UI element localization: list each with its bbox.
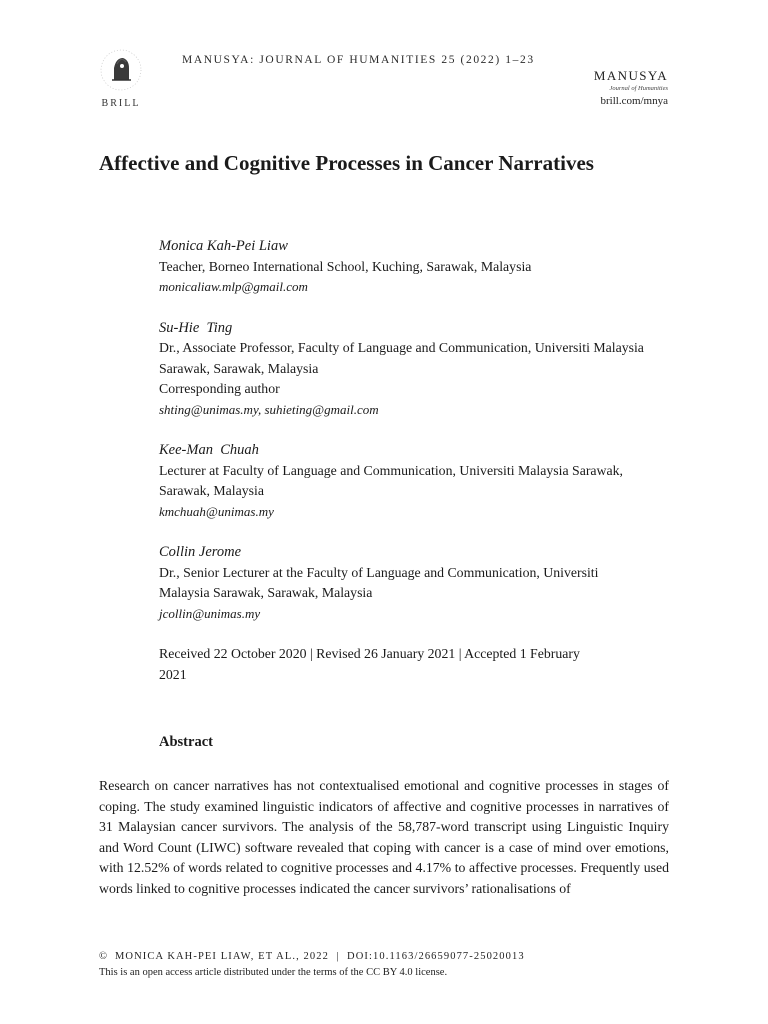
author-list: [159, 236, 679, 685]
copyright-line: [99, 949, 699, 965]
author-block: [159, 318, 679, 421]
author-name: Collin Jerome: [159, 544, 242, 560]
article-title: Affective and Cognitive Processes in Cancer Narratives: [99, 151, 594, 175]
author-affiliation: Dr., Associate Professor, Faculty of Language and Communication, Universiti Malaysia Sarawak, Sarawak, Malaysia: [159, 340, 644, 376]
author-affiliation: Dr., Senior Lecturer at the Faculty of Language and Communication, Universiti Malaysia Sarawak, Sarawak, Malaysia: [159, 564, 599, 600]
submission-dates: Received 22 October 2020 | Revised 26 January 2021 | Accepted 1 February 2021: [159, 646, 580, 682]
journal-subtitle: Journal of Humanities: [609, 85, 668, 92]
brill-logo: [96, 46, 146, 112]
author-name: Su-Hie Ting: [159, 319, 233, 336]
author-email[interactable]: jcollin@unimas.my: [159, 605, 261, 621]
journal-name: MANUSYA: [593, 68, 668, 83]
running-head: MANUSYA: JOURNAL OF HUMANITIES 25 (2022) 1–23: [182, 54, 535, 66]
brill-wordmark: BRILL: [101, 98, 141, 109]
page-footer: [99, 949, 699, 981]
author-name: Kee-Man Chuah: [159, 442, 259, 458]
abstract-text: Research on cancer narratives has not contextualised emotional and cognitive processes in stages of coping. The study examined linguistic indicators of affective and cognitive processes in narratives of 31 Malaysian cancer survivors. The analysis of the 58,787-word transcript using Linguistic Inquiry and Word Count (LIWC) software revealed that coping with cancer is a case of mind over emotions, with 12.52% of words related to cognitive processes and 4.17% to affective processes. Frequently used words linked to cognitive processes indicated the cancer survivors’ rationalisations of: [99, 778, 669, 896]
author-note: Corresponding author: [159, 381, 280, 396]
author-email[interactable]: monicaliaw.mlp@gmail.com: [159, 279, 308, 294]
author-affiliation: Lecturer at Faculty of Language and Communication, Universiti Malaysia Sarawak, Sarawak, Malaysia: [159, 462, 623, 498]
copyright-text[interactable]: MONICA KAH-PEI LIAW, ET AL., 2022 | DOI:10.1163/26659077-25020013: [114, 951, 525, 962]
journal-url[interactable]: brill.com/mnya: [600, 95, 668, 107]
author-affiliation: Teacher, Borneo International School, Kuching, Sarawak, Malaysia: [159, 258, 532, 274]
author-block: [159, 542, 679, 624]
author-name: Monica Kah-Pei Liaw: [159, 238, 288, 254]
journal-block: [594, 68, 668, 107]
abstract-heading: Abstract: [159, 734, 213, 750]
author-email[interactable]: shting@unimas.my, suhieting@gmail.com: [159, 401, 379, 417]
author-email[interactable]: kmchuah@unimas.my: [159, 503, 274, 519]
brill-emblem-icon: [96, 46, 146, 96]
author-block: [159, 440, 679, 522]
license-line: This is an open access article distributed under the terms of the CC BY 4.0 license.: [99, 967, 448, 978]
copyright-icon: ©: [99, 951, 107, 962]
author-block: [159, 236, 679, 298]
